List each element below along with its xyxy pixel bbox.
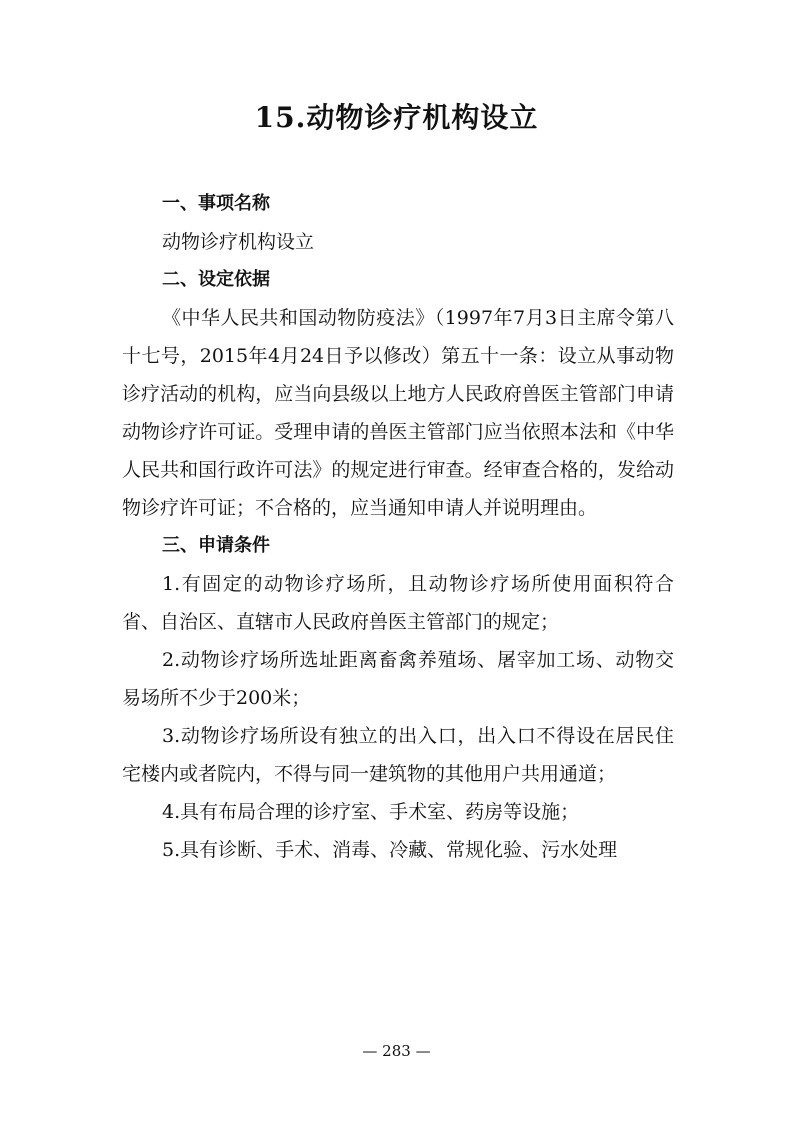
document-title: 15.动物诊疗机构设立 [254,101,539,134]
section-heading: 三、申请条件 [162,535,270,556]
section-legal-basis [122,261,674,527]
paragraph: 动物诊疗机构设立 [162,231,315,253]
paragraph: 5.具有诊断、手术、消毒、冷藏、常规化验、污水处理 [162,839,618,861]
section-item-name [122,185,674,261]
paragraph: 3.动物诊疗场所设有独立的出入口，出入口不得设在居民住宅楼内或者院内，不得与同一建筑物的其他用户共用通道； [122,725,674,785]
paragraph: 2.动物诊疗场所选址距离畜禽养殖场、屠宰加工场、动物交易场所不少于200米； [122,649,674,709]
paragraph: 4.具有布局合理的诊疗室、手术室、药房等设施； [162,801,580,823]
page-number: — 283 — [362,1042,431,1060]
section-heading: 二、设定依据 [162,269,270,290]
section-application-conditions [122,527,674,869]
document-body [122,185,674,869]
paragraph: 1.有固定的动物诊疗场所，且动物诊疗场所使用面积符合省、自治区、直辖市人民政府兽医主管部门的规定； [122,573,674,633]
section-heading: 一、事项名称 [162,193,270,214]
paragraph: 《中华人民共和国动物防疫法》（1997年7月3日主席令第八十七号，2015年4月24日予以修改）第五十一条：设立从事动物诊疗活动的机构，应当向县级以上地方人民政府兽医主管部门申请动物诊疗许可证。受理申请的兽医主管部门应当依照本法和《中华人民共和国行政许可法》的规定进行审查。经审查合格的，发给动物诊疗许可证；不合格的，应当通知申请人并说明理由。 [122,307,674,519]
